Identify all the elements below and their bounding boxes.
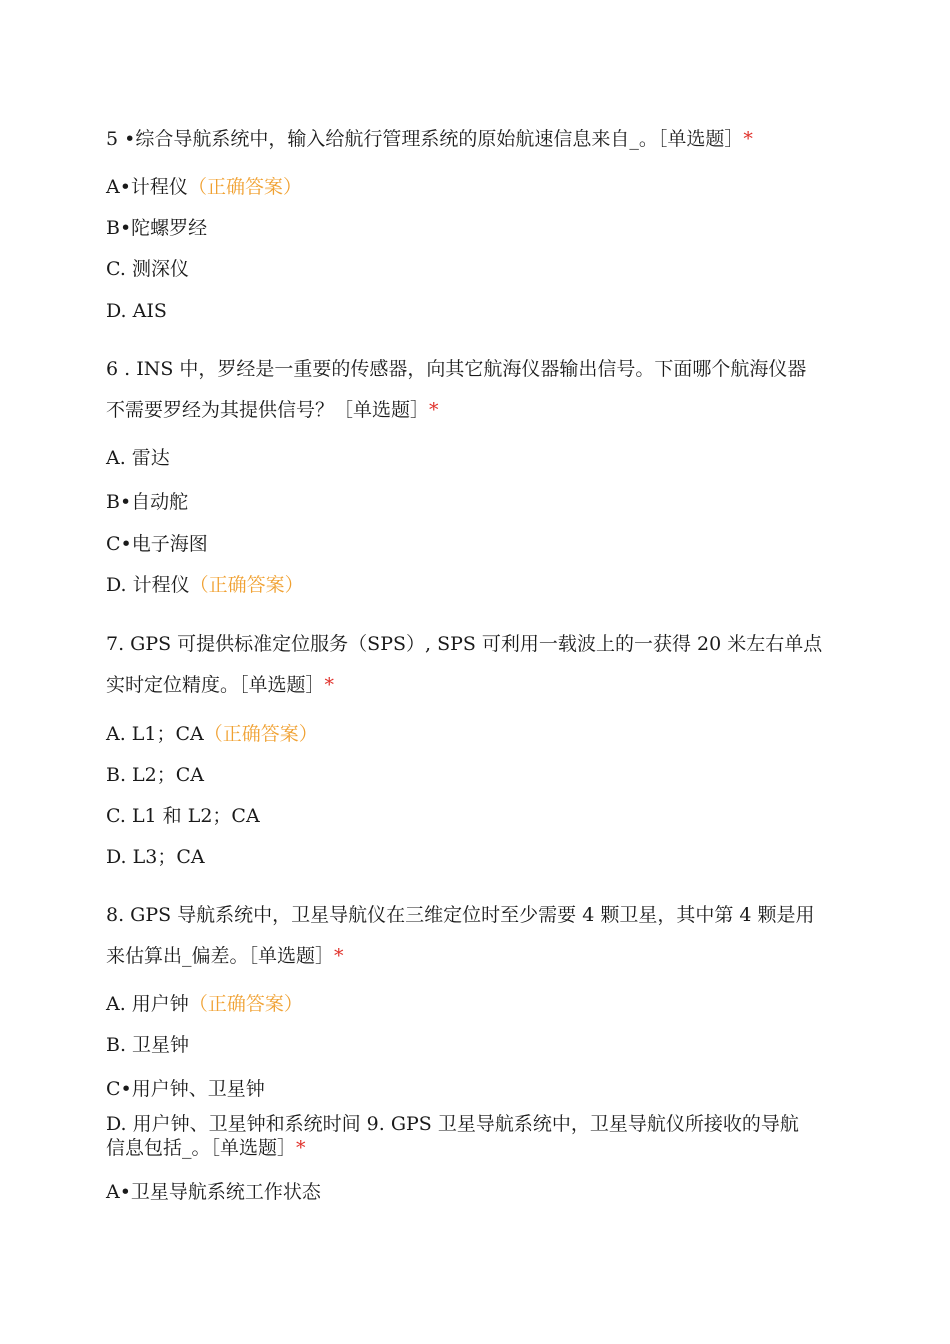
option-text: A•计程仪 (106, 176, 188, 198)
correct-answer-label: （正确答案） (187, 176, 302, 198)
option-item (106, 845, 205, 869)
option-item (106, 299, 167, 323)
option-item (106, 532, 208, 556)
option-item (106, 257, 189, 281)
option-item (106, 722, 318, 746)
option-item (106, 216, 207, 240)
question-text: 5 •综合导航系统中，输入给航行管理系统的原始航速信息来自_。［单选题］ (106, 128, 744, 150)
option-text: A. L1；CA (106, 723, 204, 745)
option-item (106, 804, 260, 828)
option-item (106, 446, 170, 470)
correct-answer-label: （正确答案） (189, 574, 304, 596)
question-text: 7. GPS 可提供标准定位服务（SPS）, SPS 可利用一载波上的一获得 20 米左右单点 (106, 633, 823, 655)
required-star: * (324, 674, 335, 696)
option-item (106, 1112, 799, 1136)
option-item (106, 490, 188, 514)
question-7-text (106, 632, 822, 656)
option-text: D. L3；CA (106, 846, 205, 868)
question-text: 8. GPS 导航系统中，卫星导航仪在三维定位时至少需要 4 颗卫星，其中第 4 颗是用 (106, 904, 815, 926)
question-7-text-cont (106, 673, 334, 697)
required-star: * (743, 128, 753, 150)
option-text: C•电子海图 (106, 533, 208, 555)
option-text: B•自动舵 (106, 491, 189, 513)
question-5-text (106, 127, 753, 151)
question-text: 信息包括_。［单选题］ (106, 1137, 297, 1159)
required-star: * (429, 399, 439, 421)
question-text: 实时定位精度。［单选题］ (106, 674, 325, 696)
question-text: 6 . INS 中，罗经是一重要的传感器，向其它航海仪器输出信号。下面哪个航海仪器 (106, 358, 807, 380)
option-item (106, 763, 204, 787)
option-item (106, 992, 303, 1016)
option-text: D. 计程仪 (106, 574, 190, 596)
question-6-text (106, 357, 806, 381)
required-star: * (296, 1137, 306, 1159)
question-9-text-cont (106, 1136, 306, 1160)
option-text: C. L1 和 L2；CA (106, 805, 260, 827)
option-text: D. AIS (106, 300, 167, 322)
correct-answer-label: （正确答案） (188, 993, 303, 1015)
option-text: B•陀螺罗经 (106, 217, 208, 239)
option-item (106, 1077, 265, 1101)
option-text: A•卫星导航系统工作状态 (106, 1181, 321, 1203)
option-item (106, 175, 302, 199)
option-text: D. 用户钟、卫星钟和系统时间 9. GPS 卫星导航系统中，卫星导航仪所接收的导航 (106, 1113, 799, 1135)
question-text: 来估算出_偏差。［单选题］ (106, 945, 335, 967)
question-8-text-cont (106, 944, 344, 968)
question-text: 不需要罗经为其提供信号？［单选题］ (106, 399, 430, 421)
option-item (106, 573, 304, 597)
required-star: * (334, 945, 344, 967)
option-text: C•用户钟、卫星钟 (106, 1078, 265, 1100)
correct-answer-label: （正确答案） (203, 723, 318, 745)
option-text: B. 卫星钟 (106, 1034, 190, 1056)
question-6-text-cont (106, 398, 439, 422)
question-8-text (106, 903, 815, 927)
option-text: B. L2；CA (106, 764, 205, 786)
option-text: A. 雷达 (106, 447, 170, 469)
option-item (106, 1033, 189, 1057)
option-text: A. 用户钟 (106, 993, 189, 1015)
option-item (106, 1180, 321, 1204)
option-text: C. 测深仪 (106, 258, 189, 280)
